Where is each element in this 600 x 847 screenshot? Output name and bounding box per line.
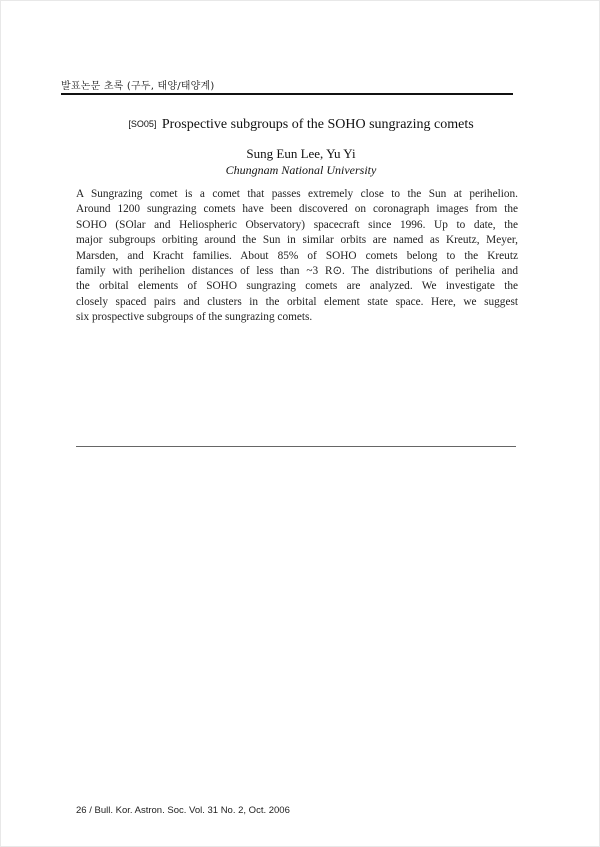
abstract-line: major subgroups orbiting around the Sun in similar orbits are named as Kreutz, Meyer, — [76, 234, 518, 247]
page-footer: 26 / Bull. Kor. Astron. Soc. Vol. 31 No. 2, Oct. 2006 — [76, 805, 290, 816]
affiliation: Chungnam National University — [225, 163, 377, 177]
running-head: 발표논문 초록 (구두, 태양/태양계) — [61, 81, 215, 92]
abstract-line: six prospective subgroups of the sungrazing comets. — [76, 311, 313, 324]
abstract-code: [SO05] — [128, 119, 157, 129]
abstract-line: Around 1200 sungrazing comets have been discovered on coronagraph images from the — [76, 203, 518, 216]
abstract-line: SOHO (SOlar and Heliospheric Observatory) spacecraft since 1996. Up to date, the — [76, 218, 518, 231]
abstract-line: A Sungrazing comet is a comet that passes extremely close to the Sun at perihelion. — [76, 188, 518, 200]
header-rule — [61, 93, 513, 95]
abstract-line: family with perihelion distances of less than ~3 R⊙. The distributions of perihelia and — [76, 265, 518, 278]
abstract-line: the orbital elements of SOHO sungrazing comets are analyzed. We investigate the — [76, 280, 518, 293]
abstract-line: Marsden, and Kracht families. About 85% of SOHO comets belong to the Kreutz — [76, 249, 518, 262]
authors: Sung Eun Lee, Yu Yi — [246, 146, 356, 161]
paper-title — [61, 117, 541, 133]
section-divider — [76, 446, 516, 447]
abstract-body — [76, 187, 518, 326]
abstract-line: closely spaced pairs and clusters in the orbital element state space. Here, we suggest — [76, 295, 518, 308]
title-text: Prospective subgroups of the SOHO sungrazing comets — [161, 117, 474, 132]
